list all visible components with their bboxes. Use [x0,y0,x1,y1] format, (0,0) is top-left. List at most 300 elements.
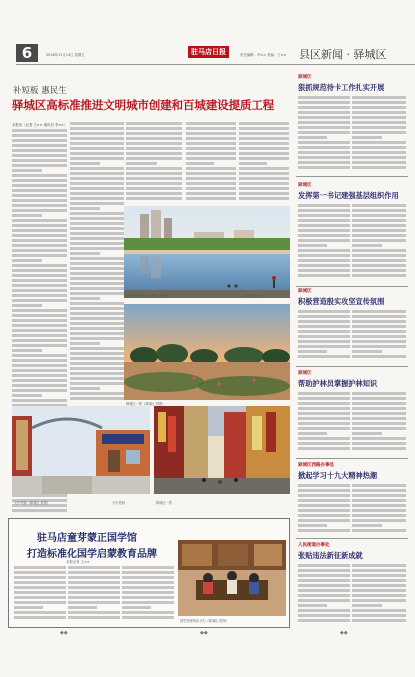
text-line [352,392,406,395]
text-line [126,132,182,135]
text-line [352,407,406,410]
text-line [298,325,350,328]
text-line [126,137,182,140]
article-text-col-5 [239,122,289,202]
text-line [298,350,327,353]
article-kicker: 补短板 惠民生 [13,86,67,96]
right-story-text [352,310,406,364]
right-story-text [298,484,350,536]
text-line [12,299,67,302]
text-line [352,136,382,139]
right-story-tag: 驿城区 [298,289,312,294]
header-rule [16,64,415,65]
text-line [298,146,350,149]
text-line [298,96,350,99]
text-line [12,134,67,137]
text-line [298,584,350,587]
text-line [186,157,236,160]
text-line [126,162,157,165]
text-line [352,432,382,435]
text-line [298,126,350,129]
text-line [122,586,174,589]
text-line [352,514,406,517]
article-byline: 本报讯（记者 王×× 通讯员 李××） [12,123,67,127]
photo-gate-street [12,406,150,494]
text-line [352,599,406,602]
text-line [352,437,406,440]
text-line [12,344,67,347]
text-line [122,611,174,614]
article-text-col-4 [186,122,236,202]
text-line [70,247,124,250]
text-line [12,154,67,157]
text-line [239,137,289,140]
text-line [12,219,67,222]
text-line [298,340,350,343]
text-line [298,514,350,517]
text-line [12,194,67,197]
text-line [186,132,236,135]
text-line [12,214,42,217]
text-line [70,312,124,315]
text-line [352,264,406,267]
text-line [68,566,120,569]
text-line [298,574,350,577]
text-line [298,397,350,400]
text-line [352,214,406,217]
text-line [186,122,236,125]
text-line [126,157,182,160]
text-line [352,524,382,527]
text-line [12,294,67,297]
text-line [352,397,406,400]
right-story-tag-suffix: 西路办事处 [311,463,334,468]
text-line [70,162,100,165]
text-line [352,204,406,207]
text-line [298,402,350,405]
text-line [298,166,350,169]
text-line [122,581,174,584]
photo-caption: 水城公园一角（驿城区 供图） [126,294,169,298]
text-line [12,209,67,212]
text-line [352,310,406,313]
right-story-tag: 驿城区 [298,183,312,188]
text-line [14,601,66,604]
text-line [14,606,43,609]
text-line [186,172,236,175]
text-line [70,367,124,370]
text-line [186,182,236,185]
text-line [352,229,406,232]
text-line [122,596,174,599]
text-line [70,252,100,255]
ornament-icon: ◆◆ [200,630,208,636]
right-story-headline: 帮助护林员掌握护林知识 [298,379,378,388]
text-line [12,229,67,232]
text-line [298,269,350,272]
text-line [298,131,350,134]
text-line [70,242,124,245]
text-line [70,347,124,350]
text-line [12,334,67,337]
text-line [70,187,124,190]
text-line [352,442,406,445]
text-line [298,239,350,242]
text-line [126,127,182,130]
text-line [14,576,66,579]
right-story-text [298,310,350,364]
story-divider [296,286,408,287]
text-line [70,177,124,180]
text-line [12,159,67,162]
right-story-text [298,564,350,626]
text-line [70,307,124,310]
text-line [239,172,289,175]
text-line [352,209,406,212]
text-line [352,604,382,607]
text-line [186,137,236,140]
text-line [352,509,406,512]
text-line [186,162,214,165]
text-line [298,320,350,323]
text-line [70,232,124,235]
photo-caption: 驿城区一景（驿城区 供图） [126,402,166,406]
text-line [70,212,124,215]
text-line [68,576,120,579]
text-line [352,141,406,144]
text-line [70,362,124,365]
text-line [12,374,67,377]
text-line [12,389,67,392]
text-line [70,167,124,170]
text-line [14,566,66,569]
text-line [68,601,120,604]
text-line [239,147,289,150]
text-line [298,504,350,507]
text-line [298,494,350,497]
text-line [70,287,124,290]
issue-date: 2018年11月13日 星期五 [46,53,85,57]
text-line [70,322,124,325]
story-divider [296,176,408,177]
text-line [298,594,350,597]
text-line [298,106,350,109]
text-line [70,132,124,135]
text-line [298,519,350,522]
text-line [12,509,67,512]
text-line [12,394,42,397]
text-line [70,297,100,300]
right-story-text [352,96,406,172]
text-line [298,229,350,232]
right-story-tag-text: 驿城区 [298,463,312,468]
text-line [12,339,67,342]
text-line [122,616,174,619]
text-line [186,127,236,130]
text-line [12,309,67,312]
boxed-article-byline: 本报记者 王×× [66,560,90,564]
right-story-headline: 发挥第一书记建强基层组织作用 [298,191,399,200]
right-story-headline: 狠抓规范待卡工作扎实开展 [298,83,385,92]
text-line [12,144,67,147]
text-line [352,315,406,318]
text-line [70,202,124,205]
text-line [122,606,151,609]
text-line [12,399,67,402]
text-line [298,599,350,602]
text-line [126,177,182,180]
text-line [12,329,67,332]
text-line [352,504,406,507]
text-line [126,167,182,170]
text-line [352,111,406,114]
text-line [352,494,406,497]
text-line [186,197,236,200]
text-line [298,569,350,572]
text-line [12,279,67,282]
text-line [68,586,120,589]
text-line [298,219,350,222]
text-line [14,596,66,599]
text-line [70,342,100,345]
text-line [70,157,124,160]
text-line [12,169,42,172]
text-line [352,219,406,222]
text-line [70,267,124,270]
photo-caption: 国学馆里的孩子们（驿城区 供图） [180,619,229,623]
text-line [12,244,67,247]
text-line [298,161,350,164]
text-line [352,166,406,169]
text-line [298,355,350,358]
text-line [12,349,42,352]
right-story-text [298,204,350,282]
photo-caption: 水城公园一角 [244,294,264,298]
text-line [12,354,67,357]
text-line [12,234,67,237]
text-line [14,581,66,584]
photo-shopping-street [154,406,290,494]
text-line [70,317,124,320]
boxed-article-text [68,566,120,624]
text-line [70,392,124,395]
text-line [12,314,67,317]
text-line [70,337,124,340]
text-line [298,412,350,415]
text-line [12,129,67,132]
right-story-headline: 积极营造殷实攻坚宣传氛围 [298,297,385,306]
photo-sunset-lake [124,304,290,400]
text-line [239,177,289,180]
text-line [70,377,124,380]
text-line [126,147,182,150]
text-line [298,249,350,252]
right-story-text [352,392,406,456]
text-line [12,254,67,257]
text-line [70,302,124,305]
text-line [239,182,289,185]
text-line [12,184,67,187]
text-line [14,571,66,574]
photo-caption: 天中老街 [112,501,125,505]
editor-line: 责任编辑：李×× 美编：王×× [240,53,287,57]
text-line [352,151,406,154]
text-line [12,204,67,207]
text-line [68,606,97,609]
text-line [12,239,67,242]
text-line [12,304,42,307]
text-line [14,611,66,614]
text-line [298,244,327,247]
text-line [298,484,350,487]
right-story-tag: 驿城区 [298,371,312,376]
text-line [352,161,406,164]
ornament-icon: ◆◆ [340,630,348,636]
right-story-text [352,204,406,282]
text-line [126,142,182,145]
text-line [186,177,236,180]
text-line [186,142,236,145]
text-line [70,357,124,360]
article-text-col-3 [126,122,182,202]
text-line [70,127,124,130]
text-line [70,142,124,145]
text-line [68,616,120,619]
text-line [352,529,406,532]
text-line [239,142,289,145]
text-line [352,569,406,572]
text-line [122,591,174,594]
text-line [126,192,182,195]
text-line [352,244,382,247]
story-divider [296,366,408,367]
text-line [352,156,406,159]
text-line [70,382,124,385]
text-line [298,392,350,395]
text-line [298,499,350,502]
story-divider [296,538,408,539]
right-story-text [298,96,350,172]
text-line [70,197,124,200]
text-line [298,214,350,217]
text-line [298,509,350,512]
text-line [298,564,350,567]
text-line [352,499,406,502]
text-line [352,355,406,358]
text-line [12,189,67,192]
text-line [12,319,67,322]
text-line [12,324,67,327]
text-line [298,489,350,492]
right-story-text [352,564,406,626]
text-line [352,579,406,582]
boxed-article-text [122,566,174,624]
text-line [70,182,124,185]
text-line [298,121,350,124]
text-line [298,335,350,338]
text-line [298,345,350,348]
text-line [298,259,350,262]
text-line [239,132,289,135]
text-line [352,96,406,99]
text-line [70,217,124,220]
text-line [298,609,350,612]
boxed-article-text [14,566,66,624]
text-line [352,269,406,272]
text-line [126,182,182,185]
text-line [352,116,406,119]
text-line [298,224,350,227]
text-line [298,264,350,267]
ornament-icon: ◆◆ [60,630,68,636]
story-divider [296,458,408,459]
text-line [122,566,174,569]
text-line [352,402,406,405]
text-line [70,207,100,210]
text-line [12,264,67,267]
text-line [126,187,182,190]
text-line [298,111,350,114]
text-line [70,277,124,280]
text-line [239,152,289,155]
text-line [352,614,406,617]
text-line [298,254,350,257]
text-line [352,422,406,425]
text-line [12,224,67,227]
text-line [352,519,406,522]
text-line [298,156,350,159]
text-line [12,359,67,362]
photo-classroom [178,540,286,616]
text-line [352,274,406,277]
text-line [298,315,350,318]
text-line [70,237,124,240]
text-line [298,524,327,527]
text-line [352,131,406,134]
text-line [70,152,124,155]
text-line [70,137,124,140]
text-line [352,254,406,257]
text-line [352,350,382,353]
text-line [70,327,124,330]
text-line [352,234,406,237]
text-line [12,284,67,287]
text-line [12,494,67,497]
text-line [70,192,124,195]
text-line [352,330,406,333]
text-line [186,167,236,170]
right-story-tag: 驿城区 [298,75,312,80]
text-line [186,147,236,150]
text-line [298,330,350,333]
text-line [352,249,406,252]
boxed-article-title-line-1: 驻马店童芽蒙正国学馆 [37,533,137,544]
right-story-headline: 张贴违法新征新成就 [298,551,363,560]
text-line [352,101,406,104]
text-line [352,146,406,149]
text-line [68,571,120,574]
text-line [298,407,350,410]
text-line [239,162,267,165]
text-line [298,274,350,277]
text-line [12,259,42,262]
text-line [298,432,327,435]
text-line [70,222,124,225]
text-line [12,199,67,202]
text-line [298,151,350,154]
text-line [298,101,350,104]
text-line [68,591,120,594]
